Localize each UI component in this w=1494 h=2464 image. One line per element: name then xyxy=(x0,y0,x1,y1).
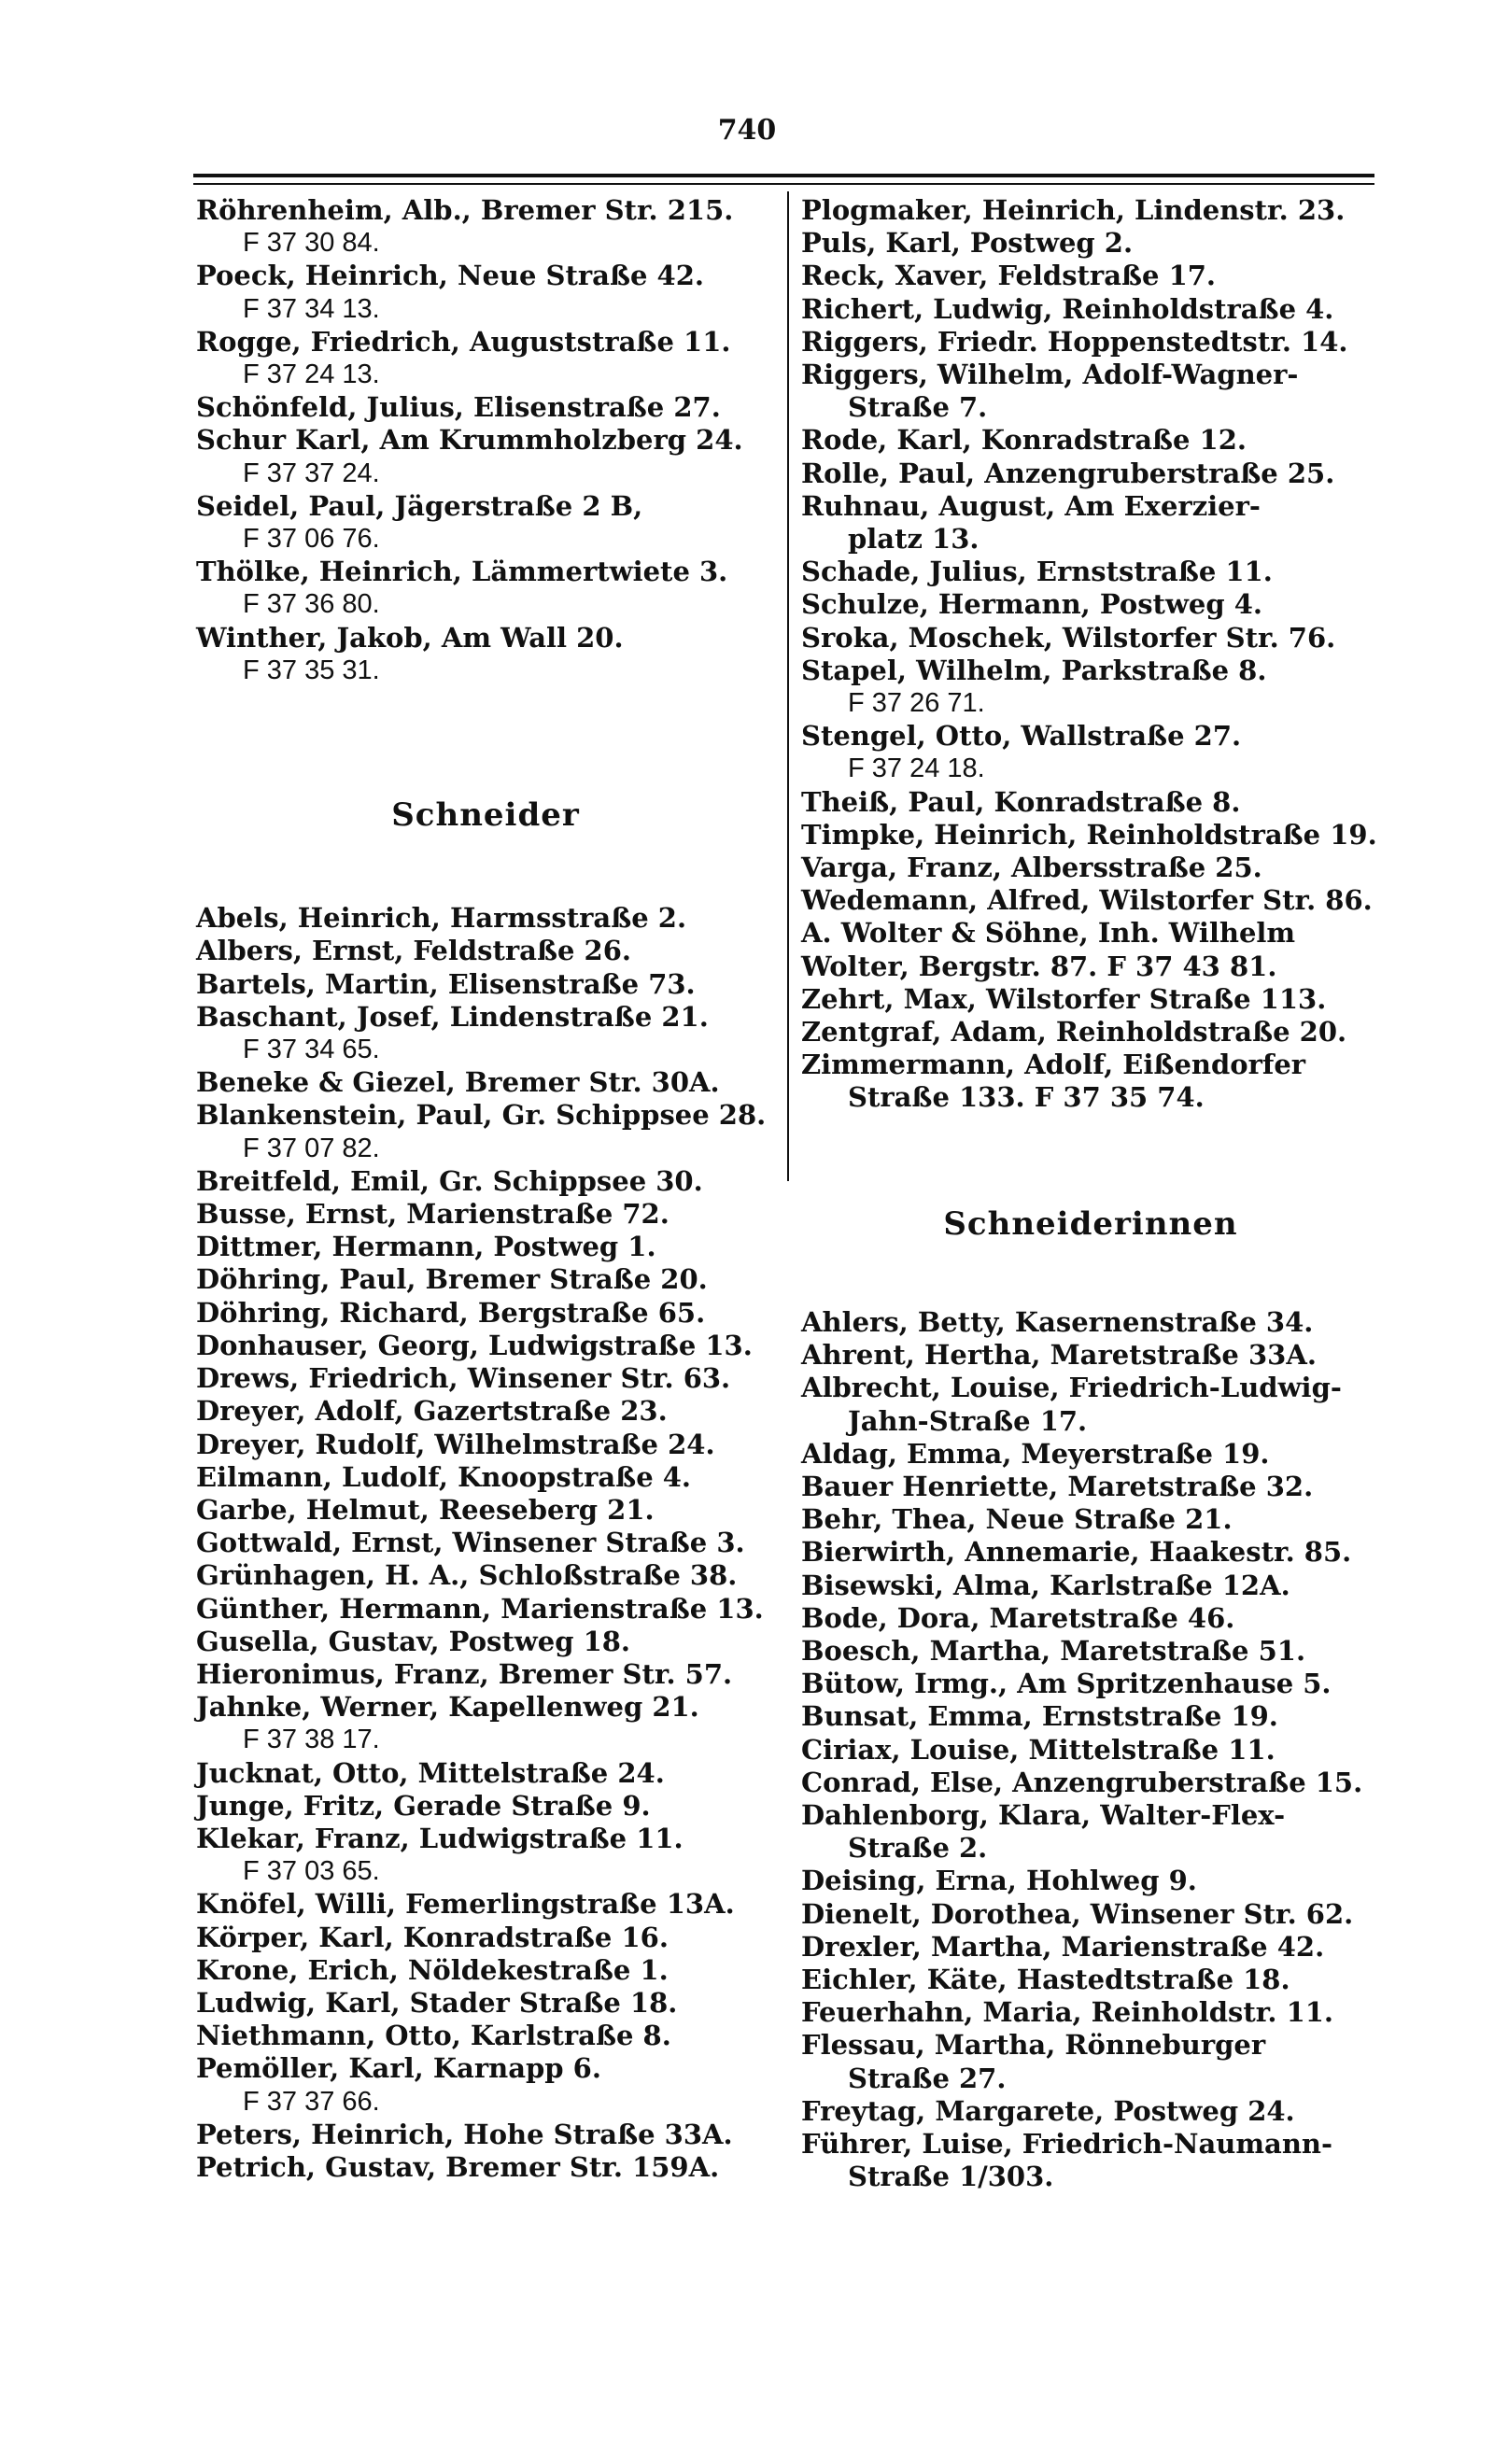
directory-entry: Hieronimus, Franz, Bremer Str. 57. xyxy=(196,1657,733,1690)
directory-entry: Breitfeld, Emil, Gr. Schippsee 30. xyxy=(196,1164,703,1197)
directory-entry: Döhring, Richard, Bergstraße 65. xyxy=(196,1296,706,1329)
directory-entry: Eichler, Käte, Hastedtstraße 18. xyxy=(801,1963,1290,1995)
phone-number: F 37 34 65. xyxy=(243,1035,380,1065)
directory-entry: Klekar, Franz, Ludwigstraße 11. xyxy=(196,1822,684,1854)
directory-entry: Rogge, Friedrich, Auguststraße 11. xyxy=(196,325,731,358)
directory-entry: Zehrt, Max, Wilstorfer Straße 113. xyxy=(801,982,1327,1015)
directory-entry: Straße 7. xyxy=(848,391,988,424)
left-column xyxy=(196,194,775,2184)
directory-entry: Beneke & Giezel, Bremer Str. 30A. xyxy=(196,1066,720,1099)
directory-entry: Reck, Xaver, Feldstraße 17. xyxy=(801,260,1217,292)
directory-entry: Busse, Ernst, Marienstraße 72. xyxy=(196,1198,669,1231)
directory-entry: Richert, Ludwig, Reinholdstraße 4. xyxy=(801,292,1334,325)
directory-entry: Günther, Hermann, Marienstraße 13. xyxy=(196,1592,764,1625)
directory-entry: Niethmann, Otto, Karlstraße 8. xyxy=(196,2020,671,2052)
phone-number: F 37 34 13. xyxy=(243,293,380,324)
directory-entry: Plogmaker, Heinrich, Lindenstr. 23. xyxy=(801,194,1346,226)
directory-entry: Dreyer, Adolf, Gazertstraße 23. xyxy=(196,1395,668,1428)
left-entries-bottom xyxy=(196,902,775,2184)
directory-entry: Bisewski, Alma, Karlstraße 12A. xyxy=(801,1569,1290,1601)
directory-entry: Dahlenborg, Klara, Walter-Flex- xyxy=(801,1798,1286,1831)
phone-number: F 37 30 84. xyxy=(243,228,380,259)
directory-entry: Poeck, Heinrich, Neue Straße 42. xyxy=(196,260,704,292)
directory-entry: Bartels, Martin, Elisenstraße 73. xyxy=(196,967,696,1000)
directory-entry: Dienelt, Dorothea, Winsener Str. 62. xyxy=(801,1897,1354,1930)
phone-number: F 37 03 65. xyxy=(243,1856,380,1887)
directory-entry: Garbe, Helmut, Reeseberg 21. xyxy=(196,1493,655,1526)
directory-entry: Döhring, Paul, Bremer Straße 20. xyxy=(196,1263,708,1296)
directory-entry: Pemöller, Karl, Karnapp 6. xyxy=(196,2052,601,2085)
directory-entry: Zimmermann, Adolf, Eißendorfer xyxy=(801,1049,1306,1081)
directory-entry: Röhrenheim, Alb., Bremer Str. 215. xyxy=(196,194,734,226)
directory-entry: Knöfel, Willi, Femerlingstraße 13A. xyxy=(196,1888,735,1921)
directory-entry: A. Wolter & Söhne, Inh. Wilhelm xyxy=(801,917,1296,950)
directory-entry: Blankenstein, Paul, Gr. Schippsee 28. xyxy=(196,1099,767,1132)
phone-number: F 37 37 66. xyxy=(243,2086,380,2117)
directory-entry: Aldag, Emma, Meyerstraße 19. xyxy=(801,1437,1270,1470)
directory-entry: Dreyer, Rudolf, Wilhelmstraße 24. xyxy=(196,1428,715,1460)
directory-entry: Timpke, Heinrich, Reinholdstraße 19. xyxy=(801,818,1377,851)
directory-entry: Abels, Heinrich, Harmsstraße 2. xyxy=(196,902,687,935)
directory-entry: Freytag, Margarete, Postweg 24. xyxy=(801,2094,1295,2127)
phone-number: F 37 24 13. xyxy=(243,359,380,390)
left-entries-top xyxy=(196,194,775,687)
directory-entry: Straße 27. xyxy=(848,2062,1007,2094)
directory-entry: Schulze, Hermann, Postweg 4. xyxy=(801,588,1263,621)
directory-entry: Schur Karl, Am Krummholzberg 24. xyxy=(196,424,743,457)
directory-entry: Deising, Erna, Hohlweg 9. xyxy=(801,1865,1197,1897)
directory-entry: Jahn-Straße 17. xyxy=(848,1404,1088,1437)
directory-entry: Ludwig, Karl, Stader Straße 18. xyxy=(196,1986,678,2019)
directory-entry: Stengel, Otto, Wallstraße 27. xyxy=(801,720,1242,753)
phone-number: F 37 36 80. xyxy=(243,589,380,620)
directory-entry: Wolter, Bergstr. 87. F 37 43 81. xyxy=(801,950,1277,982)
phone-number: F 37 06 76. xyxy=(243,524,380,555)
directory-entry: Drexler, Martha, Marienstraße 42. xyxy=(801,1930,1325,1963)
directory-entry: Jahnke, Werner, Kapellenweg 21. xyxy=(196,1691,699,1724)
directory-entry: Donhauser, Georg, Ludwigstraße 13. xyxy=(196,1329,753,1361)
directory-entry: Baschant, Josef, Lindenstraße 21. xyxy=(196,1000,709,1033)
directory-entry: Albrecht, Louise, Friedrich-Ludwig- xyxy=(801,1372,1342,1404)
directory-entry: Bütow, Irmg., Am Spritzenhause 5. xyxy=(801,1668,1332,1700)
directory-entry: Dittmer, Hermann, Postweg 1. xyxy=(196,1231,656,1263)
column-divider xyxy=(787,191,789,1181)
phone-number: F 37 07 82. xyxy=(243,1133,380,1163)
directory-entry: Gottwald, Ernst, Winsener Straße 3. xyxy=(196,1527,745,1559)
directory-entry: Schönfeld, Julius, Elisenstraße 27. xyxy=(196,391,721,424)
directory-entry: Feuerhahn, Maria, Reinholdstr. 11. xyxy=(801,1996,1334,2029)
directory-entry: Stapel, Wilhelm, Parkstraße 8. xyxy=(801,654,1267,686)
directory-entry: Riggers, Friedr. Hoppenstedtstr. 14. xyxy=(801,325,1348,358)
phone-number: F 37 38 17. xyxy=(243,1725,380,1755)
phone-number: F 37 24 18. xyxy=(848,753,985,784)
directory-entry: Bunsat, Emma, Ernststraße 19. xyxy=(801,1700,1278,1733)
directory-entry: Bode, Dora, Maretstraße 46. xyxy=(801,1601,1235,1634)
directory-entry: Schade, Julius, Ernststraße 11. xyxy=(801,556,1273,588)
page-number: 740 xyxy=(717,114,777,147)
directory-entry: Straße 133. F 37 35 74. xyxy=(848,1081,1205,1114)
directory-entry: Straße 2. xyxy=(848,1832,988,1865)
directory-entry: Rode, Karl, Konradstraße 12. xyxy=(801,424,1247,457)
directory-entry: Rolle, Paul, Anzengruberstraße 25. xyxy=(801,457,1335,489)
section-heading-schneider: Schneider xyxy=(391,796,580,835)
directory-entry: Bierwirth, Annemarie, Haakestr. 85. xyxy=(801,1536,1352,1569)
right-column xyxy=(801,194,1380,2193)
right-entries-top xyxy=(801,194,1380,1115)
directory-entry: Ahlers, Betty, Kasernenstraße 34. xyxy=(801,1305,1314,1338)
directory-entry: Wedemann, Alfred, Wilstorfer Str. 86. xyxy=(801,884,1373,917)
directory-entry: Peters, Heinrich, Hohe Straße 33A. xyxy=(196,2118,733,2150)
directory-entry: Boesch, Martha, Maretstraße 51. xyxy=(801,1634,1306,1667)
directory-entry: Puls, Karl, Postweg 2. xyxy=(801,227,1134,260)
directory-entry: Varga, Franz, Albersstraße 25. xyxy=(801,852,1262,884)
directory-entry: Gusella, Gustav, Postweg 18. xyxy=(196,1625,631,1657)
section-heading-schneiderinnen: Schneiderinnen xyxy=(943,1204,1238,1243)
directory-entry: Theiß, Paul, Konradstraße 8. xyxy=(801,785,1241,818)
header-rule-thin xyxy=(193,183,1374,185)
directory-entry: Flessau, Martha, Rönneburger xyxy=(801,2029,1266,2062)
directory-entry: Ahrent, Hertha, Maretstraße 33A. xyxy=(801,1339,1317,1372)
phone-number: F 37 35 31. xyxy=(243,655,380,685)
directory-entry: Ruhnau, August, Am Exerzier- xyxy=(801,489,1261,522)
directory-entry: Krone, Erich, Nöldekestraße 1. xyxy=(196,1953,669,1986)
directory-entry: Behr, Thea, Neue Straße 21. xyxy=(801,1503,1233,1536)
right-entries-bottom xyxy=(801,1306,1380,2193)
directory-entry: Eilmann, Ludolf, Knoopstraße 4. xyxy=(196,1460,692,1493)
directory-entry: Jucknat, Otto, Mittelstraße 24. xyxy=(196,1756,665,1789)
directory-entry: Winther, Jakob, Am Wall 20. xyxy=(196,621,624,654)
directory-entry: Seidel, Paul, Jägerstraße 2 B, xyxy=(196,489,643,522)
directory-entry: Grünhagen, H. A., Schloßstraße 38. xyxy=(196,1559,738,1592)
directory-entry: platz 13. xyxy=(848,523,980,556)
directory-entry: Führer, Luise, Friedrich-Naumann- xyxy=(801,2127,1333,2160)
header-rule xyxy=(193,174,1374,177)
directory-entry: Thölke, Heinrich, Lämmertwiete 3. xyxy=(196,556,728,588)
phone-number: F 37 37 24. xyxy=(243,458,380,488)
directory-entry: Bauer Henriette, Maretstraße 32. xyxy=(801,1470,1314,1502)
directory-entry: Ciriax, Louise, Mittelstraße 11. xyxy=(801,1733,1276,1766)
directory-entry: Sroka, Moschek, Wilstorfer Str. 76. xyxy=(801,621,1336,654)
directory-entry: Conrad, Else, Anzengruberstraße 15. xyxy=(801,1766,1363,1798)
directory-entry: Straße 1/303. xyxy=(848,2161,1054,2193)
directory-entry: Junge, Fritz, Gerade Straße 9. xyxy=(196,1789,651,1822)
directory-entry: Petrich, Gustav, Bremer Str. 159A. xyxy=(196,2150,720,2183)
directory-entry: Riggers, Wilhelm, Adolf-Wagner- xyxy=(801,359,1299,391)
directory-entry: Körper, Karl, Konradstraße 16. xyxy=(196,1921,669,1953)
directory-entry: Zentgraf, Adam, Reinholdstraße 20. xyxy=(801,1016,1347,1049)
directory-entry: Drews, Friedrich, Winsener Str. 63. xyxy=(196,1362,731,1395)
phone-number: F 37 26 71. xyxy=(848,688,985,719)
directory-entry: Albers, Ernst, Feldstraße 26. xyxy=(196,935,631,967)
